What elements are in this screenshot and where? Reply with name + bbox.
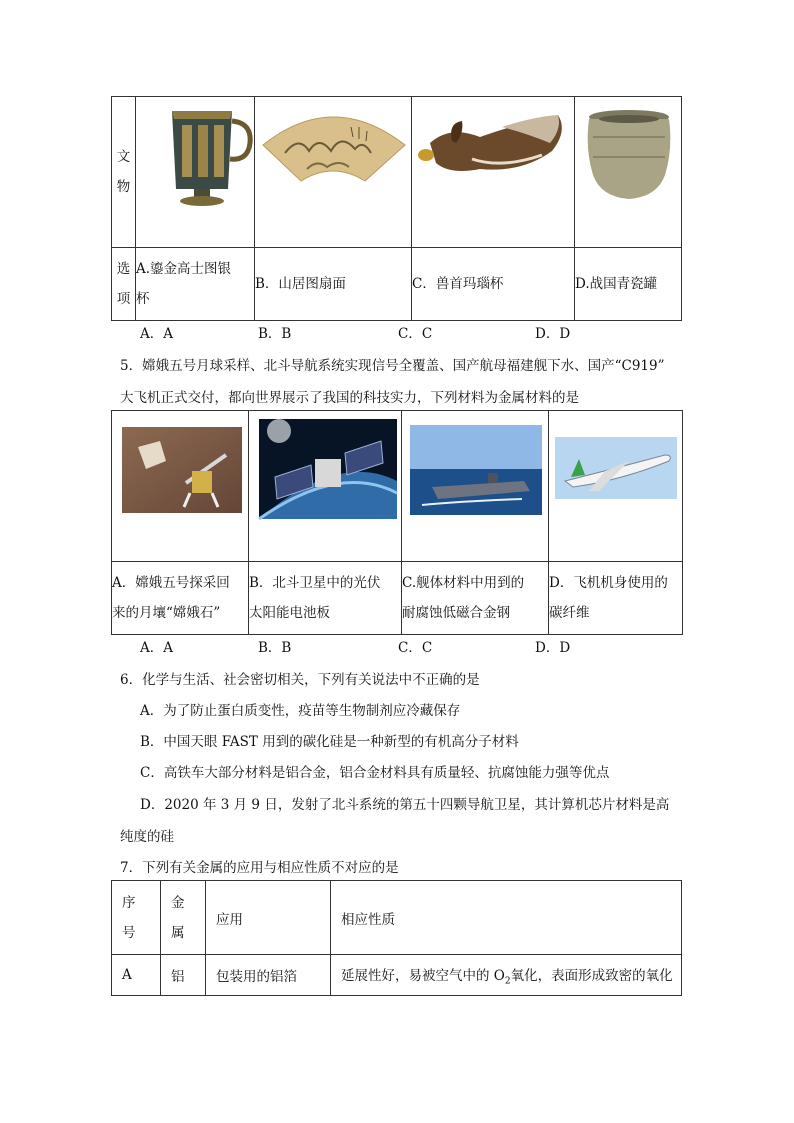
q4-choice-d[interactable]: D．D (535, 326, 571, 342)
lunar-rover-icon (112, 411, 248, 557)
q7-table (111, 880, 682, 996)
satellite-icon (249, 411, 401, 557)
q4-image-a (136, 97, 255, 248)
q5-option-b: B．北斗卫星中的光伏 太阳能电池板 (249, 562, 402, 635)
q7-stem: 7．下列有关金属的应用与相应性质不对应的是 (120, 860, 399, 876)
q4-choice-a[interactable]: A．A (140, 326, 173, 342)
gilded-silver-cup-icon (136, 97, 254, 243)
q4-image-b (255, 97, 412, 248)
q5-choice-d[interactable]: D．D (535, 640, 571, 656)
aircraft-carrier-icon (402, 411, 548, 557)
q4-option-b: B．山居图扇面 (255, 248, 412, 321)
q4-choice-c[interactable]: C．C (398, 326, 433, 342)
q4-option-a: A.鎏金高士图银杯 (136, 248, 255, 321)
q7-row-property: 延展性好，易被空气中的 $O_2$氧化，表面形成致密的氧化 (331, 955, 682, 996)
q6-option-b[interactable]: B．中国天眼 FAST 用到的碳化硅是一种新型的有机高分子材料 (140, 734, 519, 750)
q6-stem: 6．化学与生活、社会密切相关，下列有关说法中不正确的是 (120, 672, 480, 688)
q5-choice-c[interactable]: C．C (398, 640, 433, 656)
q7-header-seq: 序 号 (112, 881, 161, 955)
q5-option-c: C.舰体材料中用到的 耐腐蚀低磁合金钢 (402, 562, 549, 635)
q5-table (111, 410, 683, 635)
q4-row1-label: 文物 (112, 97, 136, 248)
q5-image-c (402, 411, 549, 562)
q4-row2-label: 选项 (112, 248, 136, 321)
q5-stem-line2: 大飞机正式交付，都向世界展示了我国的科技实力，下列材料为金属材料的是 (120, 390, 579, 406)
q5-image-b (249, 411, 402, 562)
q5-image-a (112, 411, 249, 562)
q4-image-c (412, 97, 575, 248)
q4-image-d (575, 97, 682, 248)
q4-option-c: C．兽首玛瑙杯 (412, 248, 575, 321)
agate-cup-icon (412, 97, 574, 243)
q4-table (111, 96, 682, 321)
q4-choices (140, 322, 570, 342)
celadon-jar-icon (575, 97, 681, 243)
q7-row-metal: 铝 (161, 955, 206, 996)
q5-image-d (549, 411, 683, 562)
q7-header-metal: 金 属 (161, 881, 206, 955)
q5-stem-line1: 5．嫦娥五号月球采样、北斗导航系统实现信号全覆盖、国产航母福建舰下水、国产“C919” (120, 358, 665, 374)
q7-row-application: 包装用的铝箔 (206, 955, 331, 996)
q5-choices (140, 636, 570, 656)
q7-row-seq: A (112, 955, 161, 996)
q7-header-application: 应用 (206, 881, 331, 955)
q7-header-property: 相应性质 (331, 881, 682, 955)
airplane-icon (549, 411, 682, 557)
q6-option-d-line2: 纯度的硅 (120, 829, 174, 845)
q5-option-a: A．嫦娥五号探采回 来的月壤“嫦娥石” (112, 562, 249, 635)
q4-choice-b[interactable]: B．B (258, 326, 292, 342)
q6-option-a[interactable]: A．为了防止蛋白质变性，疫苗等生物制剂应冷藏保存 (140, 703, 461, 719)
q5-choice-a[interactable]: A．A (140, 640, 173, 656)
q6-option-d-line1[interactable]: D．2020 年 3 月 9 日，发射了北斗系统的第五十四颗导航卫星，其计算机芯片材料是高 (140, 797, 670, 813)
q6-option-c[interactable]: C．高铁车大部分材料是铝合金，铝合金材料具有质量轻、抗腐蚀能力强等优点 (140, 765, 610, 781)
q5-choice-b[interactable]: B．B (258, 640, 292, 656)
fan-painting-icon (255, 97, 411, 243)
q5-option-d: D．飞机机身使用的 碳纤维 (549, 562, 683, 635)
q4-option-d: D.战国青瓷罐 (575, 248, 682, 321)
